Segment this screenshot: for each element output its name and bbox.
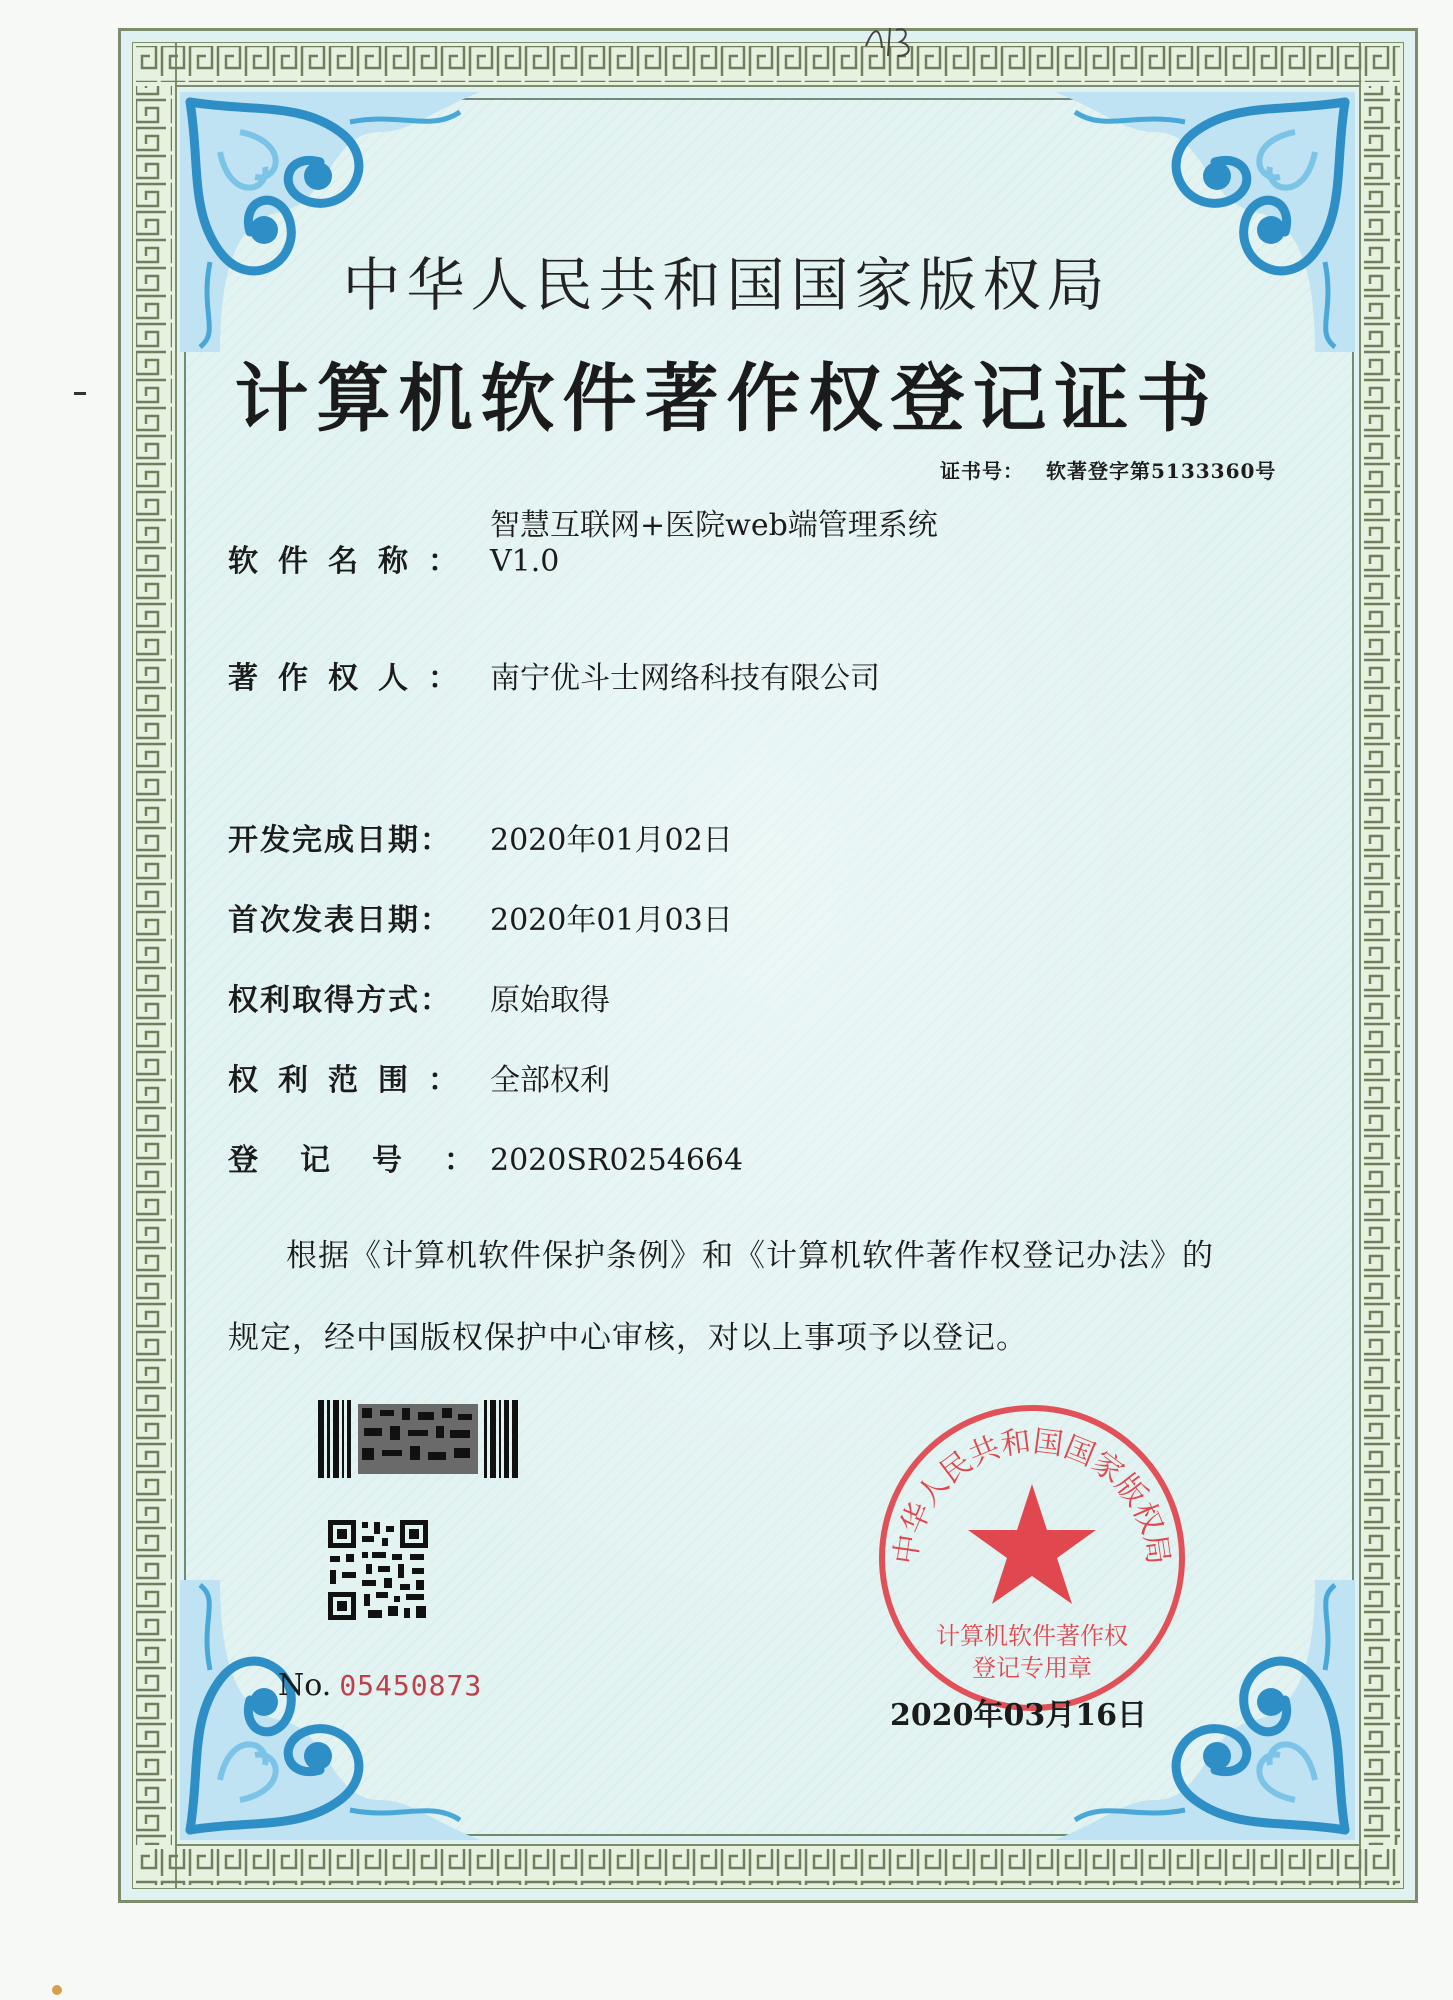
statement-line-2: 规定，经中国版权保护中心审核，对以上事项予以登记。 — [228, 1320, 1028, 1356]
first-publication-date-value: 2020年01月03日 — [490, 903, 733, 938]
certificate-title: 计算机软件著作权登记证书 — [234, 356, 1219, 442]
acquisition-method-label: 权利取得方式： — [228, 983, 452, 1018]
scope-of-rights-label: 权利范围： — [228, 1063, 478, 1098]
barcode-icon — [318, 1400, 518, 1478]
svg-text:计算机软件著作权: 计算机软件著作权 — [936, 1622, 1128, 1650]
official-seal-stamp — [872, 1398, 1192, 1718]
certificate-number — [940, 455, 1276, 484]
scan-mark — [52, 1985, 62, 1995]
qr-code-icon — [326, 1518, 430, 1622]
issue-date: 2020年03月16日 — [890, 1698, 1147, 1733]
field-acquisition-method — [228, 975, 610, 1019]
handwritten-mark-icon — [860, 16, 940, 64]
completion-date-value: 2020年01月02日 — [490, 823, 733, 858]
software-name-line1: 智慧互联网+医院web端管理系统 — [490, 508, 938, 543]
registration-number-value: 2020SR0254664 — [490, 1143, 744, 1178]
software-name-label: 软件名称： — [228, 544, 478, 579]
scope-of-rights-value: 全部权利 — [490, 1063, 610, 1098]
copyright-owner-label: 著作权人： — [228, 661, 478, 696]
field-copyright-owner — [228, 653, 880, 697]
certificate-number-label: 证书号： — [940, 459, 1024, 483]
registration-number-label: 登记号： — [228, 1143, 516, 1178]
software-name-line2: V1.0 — [490, 544, 560, 579]
field-completion-date — [228, 815, 733, 859]
copyright-owner-value: 南宁优斗士网络科技有限公司 — [490, 661, 880, 696]
certificate-number-value: 软著登字第5133360号 — [1046, 459, 1277, 483]
field-registration-number — [228, 1135, 743, 1179]
field-first-publication-date — [228, 895, 733, 939]
serial-number — [278, 1668, 482, 1703]
serial-value: 05450873 — [339, 1669, 483, 1702]
serial-prefix: No. — [278, 1668, 332, 1703]
acquisition-method-value: 原始取得 — [490, 983, 610, 1018]
issuing-authority: 中华人民共和国国家版权局 — [342, 251, 1111, 319]
svg-text:登记专用章: 登记专用章 — [972, 1654, 1092, 1682]
first-publication-date-label: 首次发表日期： — [228, 903, 452, 938]
svg-text:中华人民共和国国家版权局: 中华人民共和国国家版权局 — [888, 1424, 1176, 1567]
field-software-name — [228, 500, 938, 580]
completion-date-label: 开发完成日期： — [228, 823, 452, 858]
software-name-value — [490, 500, 938, 579]
statement-line-1: 根据《计算机软件保护条例》和《计算机软件著作权登记办法》的 — [286, 1238, 1214, 1274]
field-scope-of-rights — [228, 1055, 610, 1099]
